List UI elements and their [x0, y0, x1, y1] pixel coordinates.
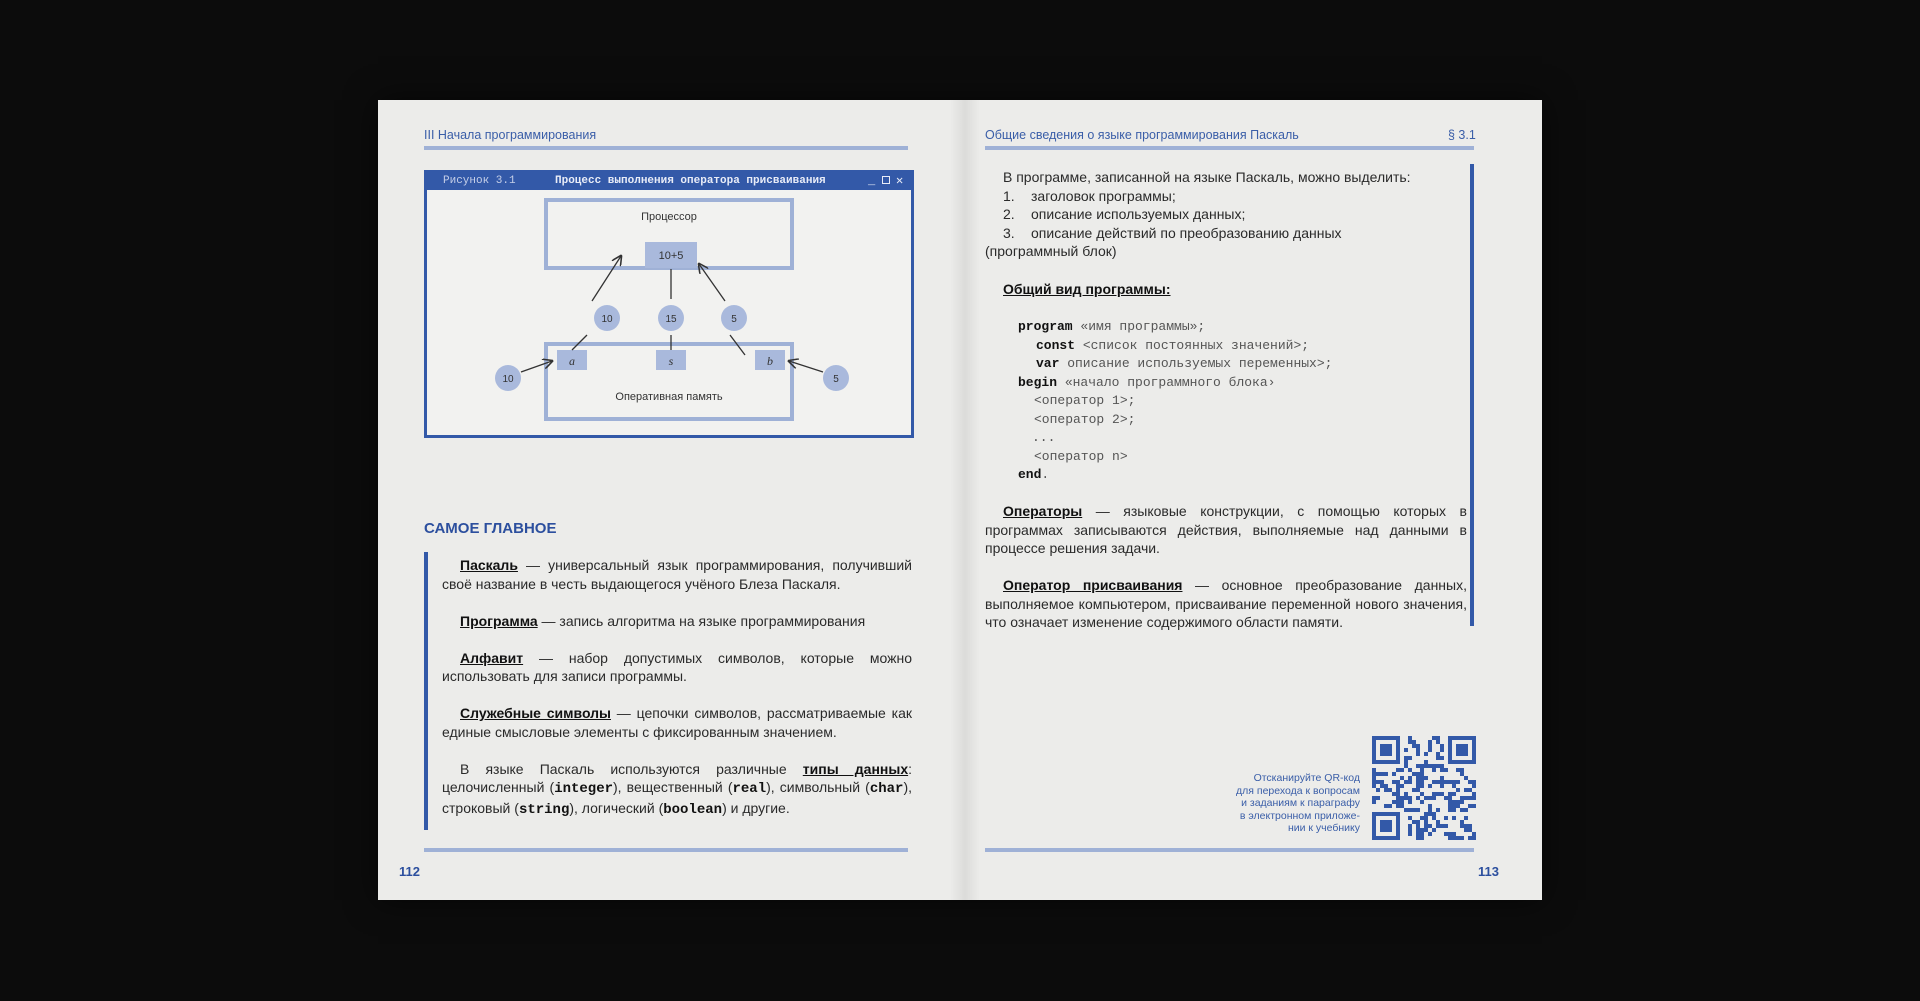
types-text-6: ) и другие.: [722, 799, 790, 816]
left-page: [378, 100, 960, 900]
term-data-types: типы данных: [802, 760, 909, 777]
term-operators: Операторы: [1003, 503, 1083, 519]
term-reserved-words: Служебные символы: [460, 705, 611, 721]
minimize-icon: _: [868, 174, 876, 188]
textbook-spread: [378, 100, 1542, 900]
code-line-program: [1018, 318, 1458, 337]
kw-program: program: [1018, 319, 1073, 334]
qr-caption-line-2: для перехода к вопросам: [1236, 784, 1360, 797]
definition-alphabet-text: — набор допустимых символов, которые можно использовать для записи программы.: [442, 649, 912, 684]
types-text-2: ), вещественный (: [613, 779, 733, 795]
definition-reserved-words-text: — цепочки символов, рассматриваемые как единые смысловые элементы с фиксированным значением.: [442, 705, 912, 740]
definition-program-text: — запись алгоритма на языке программирования: [537, 612, 866, 629]
figure-title: Процесс выполнения оператора присваивания: [555, 175, 826, 187]
code-line-1-rest: «имя программы»;: [1072, 319, 1206, 334]
input-circle-5-label: 5: [833, 374, 839, 385]
assignment-definition: [985, 576, 1467, 632]
maximize-icon: [882, 176, 890, 184]
general-view-heading: Общий вид программы:: [1003, 281, 1171, 297]
section-heading: САМОЕ ГЛАВНОЕ: [424, 520, 557, 537]
types-text-3: ), символьный (: [766, 779, 870, 795]
program-parts-intro: В программе, записанной на языке Паскаль, можно выделить:: [1003, 169, 1411, 185]
cell-s-label: s: [668, 354, 674, 368]
term-assignment-operator: Оператор присваивания: [1003, 577, 1183, 593]
right-footer-rule: [985, 848, 1474, 852]
value-circle-5-label: 5: [731, 314, 737, 325]
kw-end: end: [1018, 467, 1042, 482]
program-skeleton-code: [1018, 318, 1458, 485]
left-footer-rule: [424, 848, 908, 852]
kw-var: var: [1036, 356, 1060, 371]
kw-begin: begin: [1018, 374, 1058, 390]
program-parts-tail: (программный блок): [985, 243, 1117, 259]
section-side-bar: [424, 552, 428, 830]
types-text-5: ), логический (: [569, 799, 664, 816]
left-running-head: III Начала программирования: [424, 128, 597, 142]
figure-titlebar: [427, 173, 911, 190]
code-line-3-rest: описание используемых переменных>;: [1059, 356, 1333, 371]
item-1-text: заголовок программы;: [1031, 187, 1176, 204]
assignment-diagram: [427, 190, 911, 432]
item-2-number: 2.: [1003, 206, 1015, 222]
value-circle-15-label: 15: [665, 314, 677, 325]
code-line-ellipsis: ...: [1032, 430, 1056, 445]
item-3-text: описание действий по преобразованию данных: [1031, 224, 1342, 241]
qr-caption-line-1: Отсканируйте QR-код: [1253, 772, 1360, 784]
code-line-4-rest: «начало программного блока›: [1057, 374, 1276, 390]
input-circle-10-label: 10: [502, 374, 514, 385]
types-text-4: ), строковый (: [442, 779, 912, 816]
processor-label: Процессор: [641, 211, 697, 223]
qr-code[interactable]: [1372, 736, 1476, 840]
term-pascal: Паскаль: [460, 557, 518, 573]
types-text-1: : целочисленный (: [442, 760, 912, 795]
code-line-statement-2: <оператор 2>;: [1034, 411, 1136, 427]
right-header-rule: [985, 146, 1474, 150]
figure-window: [424, 170, 914, 438]
code-line-statement-1: <оператор 1>;: [1034, 393, 1136, 408]
item-3-number: 3.: [1003, 224, 1015, 241]
type-integer: integer: [554, 781, 613, 797]
code-line-end: [1018, 466, 1458, 485]
definition-reserved-words: [442, 704, 912, 741]
arrow-5-to-b: [789, 361, 823, 372]
types-intro: В языке Паскаль используются различные: [460, 760, 803, 777]
arrow-10-to-expression: [592, 256, 621, 301]
code-line-var: [1018, 355, 1458, 374]
kw-const: const: [1036, 337, 1076, 353]
qr-caption-line-3: и заданиям к параграфу: [1241, 797, 1360, 809]
code-line-begin: [1018, 374, 1458, 393]
type-boolean: boolean: [663, 801, 723, 818]
right-page-number: 113: [1478, 864, 1499, 879]
program-parts-item-3: [1003, 224, 1473, 243]
operators-definition-text: — языковые конструкции, с помощью которых в программах записываются действия, выполняемые над данными в процессе решения задачи.: [985, 503, 1467, 556]
right-page: [960, 100, 1542, 900]
definition-program: [442, 612, 912, 631]
left-header-rule: [424, 146, 908, 150]
type-char: char: [869, 781, 904, 797]
term-alphabet: Алфавит: [460, 649, 524, 666]
qr-caption-line-5: нии к учебнику: [1287, 822, 1360, 834]
expression-label: 10+5: [658, 250, 684, 262]
definition-pascal: [442, 556, 912, 593]
definition-pascal-text: — универсальный язык программирования, получивший своё название в честь выдающегося учёного Блеза Паскаля.: [442, 557, 912, 592]
code-line-const: [1018, 337, 1458, 356]
key-points: [442, 556, 912, 838]
qr-caption: [1210, 772, 1360, 835]
code-line-2-rest: <список постоянных значений>;: [1075, 337, 1310, 353]
close-icon: ✕: [896, 174, 904, 188]
item-2-text: описание используемых данных;: [1031, 206, 1246, 222]
cell-b-label: b: [767, 354, 773, 368]
type-string: string: [518, 801, 570, 818]
left-page-number: 112: [399, 864, 420, 879]
type-real: real: [732, 781, 767, 797]
assignment-definition-text: — основное преобразование данных, выполняемое компьютером, присваивание переменной нового значения, что означает изменение содержимого области памяти.: [985, 577, 1467, 630]
figure-number: Рисунок 3.1: [443, 175, 516, 187]
data-types-paragraph: [442, 760, 912, 820]
item-1-number: 1.: [1003, 187, 1015, 204]
cell-a-label: a: [569, 354, 575, 368]
program-parts-item-1: [1003, 187, 1473, 206]
section-mark: § 3.1: [1448, 128, 1476, 142]
code-line-9-rest: .: [1041, 467, 1050, 482]
operators-definition: [985, 502, 1467, 558]
memory-label: Оперативная память: [615, 391, 723, 403]
right-running-head: Общие сведения о языке программирования Паскаль: [985, 128, 1299, 142]
term-program: Программа: [460, 612, 538, 629]
value-circle-10-label: 10: [601, 314, 613, 325]
program-parts-item-2: [1003, 205, 1473, 224]
definition-alphabet: [442, 649, 912, 686]
code-line-statement-n: <оператор n>: [1034, 448, 1128, 464]
qr-caption-line-4: в электронном приложе-: [1239, 809, 1360, 822]
